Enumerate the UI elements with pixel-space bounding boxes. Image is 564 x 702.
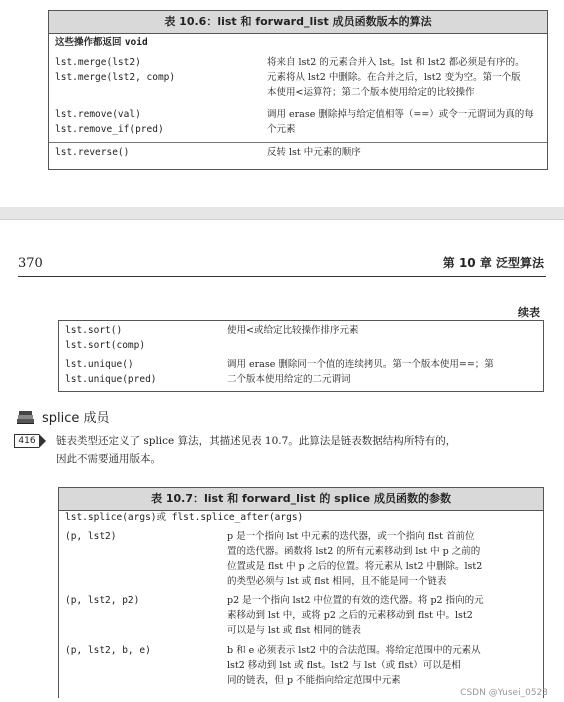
- row-left-line: lst.sort(): [65, 325, 123, 336]
- watermark: CSDN @Yusei_0523: [460, 688, 548, 698]
- row-right-line: 素移动到 lst 中，或将 p2 之后的元素移动到 flst 中。lst2: [227, 610, 473, 621]
- row-right-line: 的类型必须与 lst 或 flst 相同，且不能是同一个链表: [227, 576, 447, 587]
- row-left-line: lst.merge(lst2, comp): [55, 72, 176, 83]
- books-icon: [16, 409, 36, 429]
- row-left-line: (p, lst2): [65, 531, 117, 542]
- row-left-line: lst.reverse(): [55, 147, 130, 158]
- row-left-line: lst.unique(): [65, 359, 134, 370]
- paragraph-line: 链表类型还定义了 splice 算法，其描述见表 10.7。此算法是链表数据结构所特有的，: [56, 435, 457, 447]
- subheader-text: 这些操作都返回: [55, 37, 122, 48]
- table-title: 表 10.6：list 和 forward_list 成员函数版本的算法: [49, 11, 547, 34]
- row-right-line: lst2 移动到 lst 或 flst。lst2 与 lst（或 flst）可以是相: [227, 660, 461, 671]
- table-10-6-continued: [58, 320, 544, 392]
- header-rule: [18, 276, 546, 277]
- row-right-line: 元素将从 lst2 中删除。在合并之后，lst2 变为空。第一个版: [267, 72, 521, 83]
- row-right-line: p2 是一个指向 lst2 中位置的有效的迭代器。将 p2 指向的元: [227, 595, 484, 606]
- row-left-line: lst.remove_if(pred): [55, 124, 164, 135]
- row-left-line: lst.remove(val): [55, 109, 141, 120]
- table-title: 表 10.7：list 和 forward_list 的 splice 成员函数的参数: [59, 488, 543, 511]
- section-heading: [16, 407, 110, 429]
- row-right-line: p 是一个指向 lst 中元素的迭代器，或一个指向 flst 首前位: [227, 531, 475, 542]
- row-right-line: 位置或是 flst 中 p 之后的位置。将元素从 lst2 中删除。lst2: [227, 561, 483, 572]
- row-right-line: 置的迭代器。函数将 lst2 的所有元素移动到 lst 中 p 之前的: [227, 546, 481, 557]
- row-right-line: 将来自 lst2 的元素合并入 lst。lst 和 lst2 都必须是有序的。: [267, 57, 525, 68]
- subheader-code: void: [124, 37, 148, 48]
- chapter-title: 第 10 章 泛型算法: [442, 256, 544, 270]
- row-right-line: b 和 e 必须表示 lst2 中的合法范围。将给定范围中的元素从: [227, 645, 481, 656]
- table-10-6: [48, 10, 548, 170]
- table-10-7: 表 10.7：list 和 forward_list 的 splice 成员函数的参数 lst.splice(args)或 flst.splice_after(args) (p, lst2) p 是一个指向 lst 中元素的迭代器，或一个指向 flst 首前位 置的迭代器。函数将 lst2 的所有元素移动到 lst 中 p 之前的 位置或是 flst 中 p 之后的位置。将元素从 lst2 中删除。lst2 的类型必须与 lst 或 flst 相同，且不能是同一个链表 (p, lst2, p2) p2 是一个指向 lst2 中位置的有效的迭代器。将 p2 指向的元 素移动到 lst 中，或将 p2 之后的元素移动到 flst 中。lst2 可以是与 lst 或 flst 相同的链表 (p, lst2, b, e) b 和 e 必须表示 lst2 中的合法范围。将给定范围中的元素从 lst2 移动到 lst 或 flst。lst2 与 lst（或 flst）可以是相 同的链表，但 p 不能指向给定范围中元素: [58, 487, 544, 698]
- paragraph-line: 因此不需要通用版本。: [56, 453, 161, 465]
- row-left-line: (p, lst2, b, e): [65, 645, 151, 656]
- row-divider: [49, 142, 547, 143]
- continued-label: 续表: [518, 306, 540, 319]
- row-right-line: 可以是与 lst 或 flst 相同的链表: [227, 625, 361, 636]
- row-left-line: lst.unique(pred): [65, 374, 157, 385]
- page-gap-border: [0, 219, 564, 220]
- row-right-line: 反转 lst 中元素的顺序: [267, 147, 361, 158]
- row-right-line: 本使用<运算符；第二个版本使用给定的比较操作: [267, 87, 475, 98]
- margin-page-reference: 416: [14, 434, 39, 448]
- row-left-line: lst.merge(lst2): [55, 57, 141, 68]
- row-left-line: (p, lst2, p2): [65, 595, 140, 606]
- row-right-line: 个元素: [267, 124, 296, 135]
- row-right-line: 二个版本使用给定的二元谓词: [227, 374, 351, 385]
- row-right-line: 使用<或给定比较操作排序元素: [227, 325, 359, 336]
- row-right-line: 调用 erase 删除同一个值的连续拷贝。第一个版本使用==；第: [227, 359, 494, 370]
- row-right-line: 调用 erase 删除掉与给定值相等（==）或令一元谓词为真的每: [267, 109, 534, 120]
- page-number: 370: [18, 256, 43, 271]
- row-right-line: 同的链表，但 p 不能指向给定范围中元素: [227, 675, 401, 686]
- row-left-line: lst.sort(comp): [65, 340, 146, 351]
- section-title: splice 成员: [42, 411, 110, 426]
